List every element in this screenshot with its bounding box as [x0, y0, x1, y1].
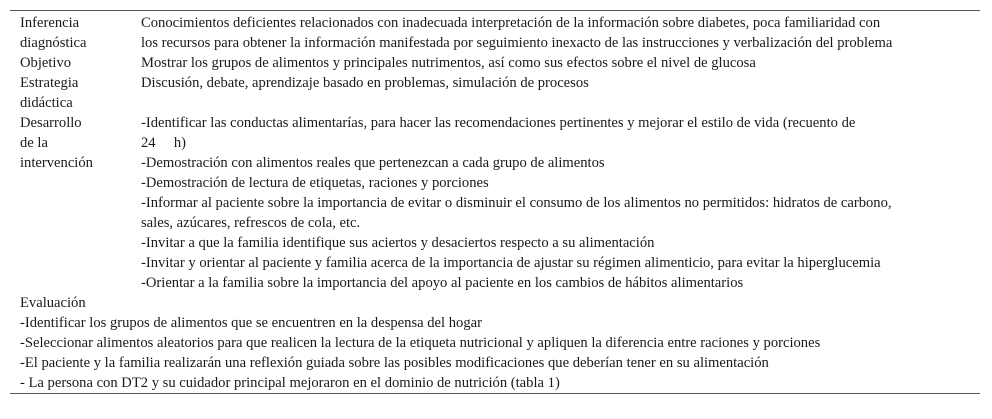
label-line: didáctica — [20, 95, 73, 111]
row-value — [141, 113, 980, 293]
evaluation-item: -El paciente y la familia realizarán una reflexión guiada sobre las posibles modificaciones que deberían tener en su alimentación — [20, 355, 769, 371]
value-line: Mostrar los grupos de alimentos y principales nutrimentos, así como sus efectos sobre el nivel de glucosa — [141, 55, 756, 71]
row-label — [10, 53, 141, 73]
value-line: -Demostración de lectura de etiquetas, raciones y porciones — [141, 175, 489, 191]
label-line: intervención — [20, 155, 93, 171]
row-label — [10, 13, 141, 53]
value-line: -Identificar las conductas alimentarías, para hacer las recomendaciones pertinentes y mejorar el estilo de vida (recuento de — [141, 115, 856, 131]
value-line: -Invitar y orientar al paciente y familia acerca de la importancia de ajustar su régimen alimenticio, para evitar la hiperglucemia — [141, 255, 881, 271]
row-value — [141, 53, 980, 73]
row-objetivo — [10, 53, 980, 73]
value-line: -Informar al paciente sobre la importancia de evitar o disminuir el consumo de los alimentos no permitidos: hidratos de carbono, — [141, 195, 892, 211]
value-line: los recursos para obtener la información manifestada por seguimiento inexacto de las instrucciones y verbalización del problema — [141, 35, 893, 51]
row-value — [141, 73, 980, 93]
label-line: Objetivo — [20, 55, 72, 71]
value-line: -Demostración con alimentos reales que pertenezcan a cada grupo de alimentos — [141, 155, 605, 171]
value-line: Conocimientos deficientes relacionados con inadecuada interpretación de la información sobre diabetes, poca familiaridad con — [141, 15, 881, 31]
row-estrategia-didactica — [10, 73, 980, 113]
value-line: 24 h) — [141, 135, 186, 151]
value-line: -Invitar a que la familia identifique sus aciertos y desaciertos respecto a su alimentación — [141, 235, 655, 251]
row-value — [141, 13, 980, 53]
label-line: de la — [20, 135, 48, 151]
row-desarrollo-intervencion — [10, 113, 980, 293]
evaluation-section — [10, 293, 980, 393]
evaluation-item: - La persona con DT2 y su cuidador principal mejoraron en el dominio de nutrición (tabla 1) — [20, 375, 560, 391]
row-inferencia-diagnostica — [10, 11, 980, 53]
label-line: Estrategia — [20, 75, 79, 91]
intervention-table — [10, 10, 980, 394]
label-line: Desarrollo — [20, 115, 82, 131]
evaluation-item: -Identificar los grupos de alimentos que se encuentren en la despensa del hogar — [20, 315, 482, 331]
row-label — [10, 113, 141, 173]
value-line: Discusión, debate, aprendizaje basado en problemas, simulación de procesos — [141, 75, 589, 91]
label-line: Inferencia — [20, 15, 80, 31]
value-line: -Orientar a la familia sobre la importancia del apoyo al paciente en los cambios de hábitos alimentarios — [141, 275, 744, 291]
value-line: sales, azúcares, refrescos de cola, etc. — [141, 215, 361, 231]
evaluation-item: -Seleccionar alimentos aleatorios para que realicen la lectura de la etiqueta nutricional y apliquen la diferencia entre raciones y porciones — [20, 335, 821, 351]
evaluation-heading: Evaluación — [20, 295, 86, 311]
row-label — [10, 73, 141, 113]
label-line: diagnóstica — [20, 35, 87, 51]
